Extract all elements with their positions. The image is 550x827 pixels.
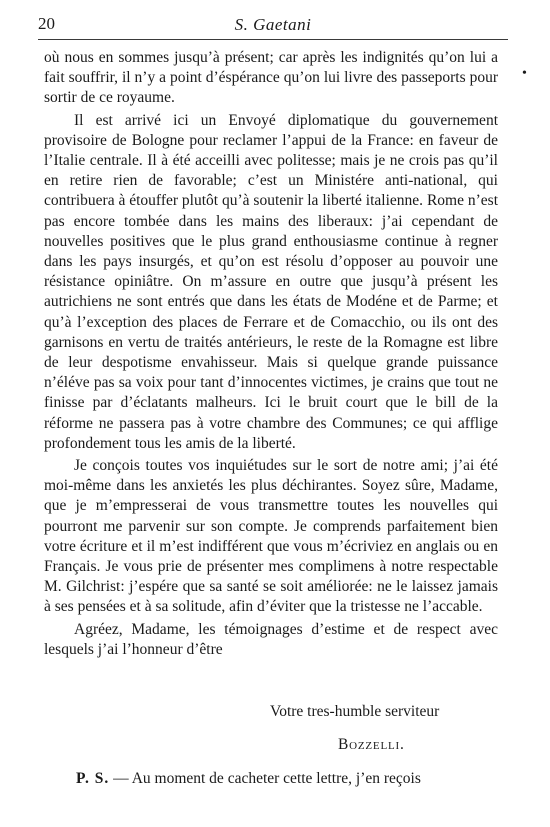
letter-body [44,48,498,660]
paragraph-4: Agréez, Madame, les témoignages d’estime et de respect avec lesquels j’ai l’honneur d’être [44,620,498,658]
running-title: S. Gaetani [234,15,312,34]
postscript [76,770,500,788]
signature: Bozzelli. [338,736,405,753]
closing-formula: Votre tres-humble serviteur [270,703,440,720]
header-rule [38,39,508,40]
postscript-text: — Au moment de cacheter cette lettre, j’en reçois [113,770,421,787]
paragraph-2: Il est arrivé ici un Envoyé diplomatique du gouvernement provisoire de Bologne pour reclamer l’appui de la France: en faveur de l’Italie centrale. Il à été acceilli avec politesse; mais je ne crois pas qu’il en retire rien de favorable; c’est un Ministére anti-national, qui contribuera à étouffer plutôt qu’à soutenir la liberté italienne. Rome n’est pas encore tombée dans les mains des liberaux: j’ai cependant de nouvelles positives que le plus grand enthousiasme continue à regner dans les pays insurgés, et qu’on est résolu d’opposer au pouvoir une résistance opiniâtre. On m’assure en outre que jusqu’à présent les autrichiens ne sont entrés que dans les états de Modéne et de Parme; et qu’à l’exception des places de Ferrare et de Comacchio, ou ils ont des garnisons en vertu de traités antérieurs, le reste de la Romagne est libre de leur despotisme envahisseur. Mais si quelque grande puissance n’éléve pas sa voix pour tant d’innocentes victimes, je crains que tout ne finisse par d’éclatants malheurs. Ici le bruit court que le bill de la réforme ne passera pas à votre chambre des Communes; ce qui afflige profondement tous les amis de la liberté. [44,111,498,452]
paragraph-3: Je conçois toutes vos inquiétudes sur le sort de notre ami; j’ai été moi-même dans les anxietés les plus déchirantes. Soyez sûre, Madame, que je m’empresserai de vous transmettre toutes les nouvelles qui pourront me parvenir sur son compte. Je comprends parfaitement bien votre écriture et il m’est indifférent que vous m’écriviez en anglais ou en Français. Je vous prie de présenter mes complimens à notre respectable M. Gilchrist: j’espére que sa santé se soit améliorée: ne le laissez jamais à ses pensées et à sa solitude, afin d’éviter que la tristesse ne l’accable. [44,457,498,616]
page-header [38,12,508,38]
paragraph-1: où nous en sommes jusqu’à présent; car après les indignités qu’on lui a fait souffrir, il n’y a point d’éspérance qu’on lui livre des passeports pour sortir de ce royaume. [44,49,498,107]
margin-dot: • [522,66,527,81]
page-number: 20 [38,14,55,33]
postscript-label: P. S. [76,770,110,787]
